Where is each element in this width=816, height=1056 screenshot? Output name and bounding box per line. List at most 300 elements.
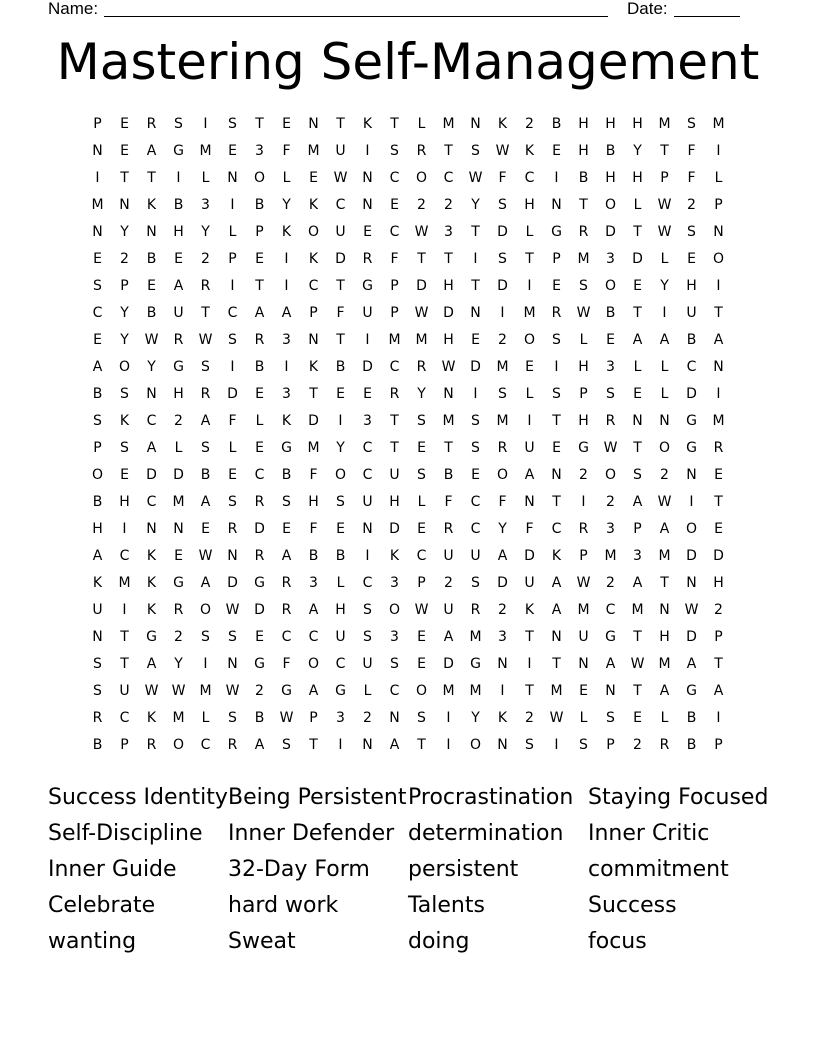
grid-letter[interactable]: 3 — [633, 548, 642, 564]
grid-letter[interactable]: M — [442, 116, 455, 132]
grid-letter[interactable]: U — [362, 656, 373, 672]
grid-letter[interactable]: E — [255, 629, 264, 645]
grid-letter[interactable]: I — [689, 494, 694, 510]
grid-letter[interactable]: N — [362, 170, 373, 186]
grid-letter[interactable]: E — [120, 116, 129, 132]
grid-letter[interactable]: D — [686, 548, 697, 564]
grid-letter[interactable]: O — [307, 224, 320, 240]
grid-letter[interactable]: T — [471, 224, 480, 240]
grid-letter[interactable]: M — [307, 143, 320, 159]
grid-letter[interactable]: O — [604, 278, 617, 294]
grid-letter[interactable]: Y — [120, 305, 129, 321]
grid-letter[interactable]: S — [336, 494, 345, 510]
grid-letter[interactable]: A — [281, 548, 292, 564]
grid-letter[interactable]: H — [578, 116, 589, 132]
grid-letter[interactable]: G — [578, 440, 589, 456]
grid-letter[interactable]: L — [660, 251, 669, 267]
grid-letter[interactable]: S — [471, 413, 480, 429]
grid-letter[interactable]: G — [551, 224, 562, 240]
grid-letter[interactable]: A — [713, 683, 724, 699]
grid-letter[interactable]: A — [146, 656, 157, 672]
grid-letter[interactable]: K — [524, 602, 535, 618]
grid-letter[interactable]: N — [659, 602, 670, 618]
grid-letter[interactable]: R — [416, 359, 427, 375]
grid-letter[interactable]: C — [524, 170, 535, 186]
grid-letter[interactable]: U — [443, 548, 454, 564]
grid-letter[interactable]: R — [578, 224, 589, 240]
grid-letter[interactable]: I — [95, 170, 100, 186]
grid-letter[interactable]: R — [713, 440, 724, 456]
grid-letter[interactable]: P — [93, 116, 102, 132]
grid-letter[interactable]: U — [578, 629, 589, 645]
grid-letter[interactable]: A — [524, 467, 535, 483]
grid-letter[interactable]: S — [417, 467, 426, 483]
grid-letter[interactable]: E — [687, 251, 696, 267]
grid-letter[interactable]: B — [146, 305, 157, 321]
grid-letter[interactable]: E — [120, 143, 129, 159]
grid-letter[interactable]: A — [713, 332, 724, 348]
grid-letter[interactable]: M — [388, 332, 401, 348]
grid-letter[interactable]: M — [496, 413, 509, 429]
grid-letter[interactable]: W — [225, 683, 240, 699]
grid-letter[interactable]: A — [605, 656, 616, 672]
grid-letter[interactable]: T — [390, 440, 399, 456]
grid-letter[interactable]: I — [230, 278, 235, 294]
grid-letter[interactable]: H — [173, 386, 184, 402]
grid-letter[interactable]: 2 — [444, 575, 453, 591]
grid-letter[interactable]: M — [307, 440, 320, 456]
grid-letter[interactable]: C — [281, 629, 292, 645]
grid-letter[interactable]: I — [284, 251, 289, 267]
grid-letter[interactable]: B — [254, 359, 265, 375]
grid-letter[interactable]: E — [255, 440, 264, 456]
grid-letter[interactable]: A — [659, 332, 670, 348]
grid-letter[interactable]: S — [93, 413, 102, 429]
grid-letter[interactable]: S — [633, 467, 642, 483]
grid-letter[interactable]: C — [389, 683, 400, 699]
grid-letter[interactable]: B — [92, 494, 103, 510]
grid-letter[interactable]: A — [200, 575, 211, 591]
grid-letter[interactable]: C — [308, 278, 319, 294]
grid-letter[interactable]: U — [524, 440, 535, 456]
grid-letter[interactable]: U — [686, 305, 697, 321]
grid-letter[interactable]: D — [443, 305, 454, 321]
grid-letter[interactable]: D — [335, 251, 346, 267]
grid-letter[interactable]: I — [446, 737, 451, 753]
grid-letter[interactable]: S — [228, 116, 237, 132]
grid-letter[interactable]: I — [716, 386, 721, 402]
grid-letter[interactable]: C — [389, 170, 400, 186]
grid-letter[interactable]: I — [230, 359, 235, 375]
grid-letter[interactable]: E — [201, 521, 210, 537]
grid-letter[interactable]: 3 — [606, 359, 615, 375]
grid-letter[interactable]: N — [713, 224, 724, 240]
grid-letter[interactable]: E — [228, 467, 237, 483]
grid-letter[interactable]: 3 — [606, 251, 615, 267]
grid-letter[interactable]: C — [443, 170, 454, 186]
grid-letter[interactable]: B — [686, 710, 697, 726]
grid-letter[interactable]: 2 — [444, 197, 453, 213]
grid-letter[interactable]: H — [173, 224, 184, 240]
grid-letter[interactable]: S — [498, 197, 507, 213]
grid-letter[interactable]: R — [200, 278, 211, 294]
grid-letter[interactable]: I — [365, 548, 370, 564]
grid-letter[interactable]: E — [336, 386, 345, 402]
grid-letter[interactable]: E — [255, 386, 264, 402]
grid-letter[interactable]: M — [658, 656, 671, 672]
grid-letter[interactable]: E — [363, 386, 372, 402]
grid-letter[interactable]: H — [389, 494, 400, 510]
grid-letter[interactable]: Y — [120, 332, 129, 348]
grid-letter[interactable]: L — [660, 359, 669, 375]
grid-letter[interactable]: N — [227, 170, 238, 186]
grid-letter[interactable]: R — [92, 710, 103, 726]
grid-letter[interactable]: I — [500, 305, 505, 321]
grid-letter[interactable]: E — [309, 170, 318, 186]
grid-letter[interactable]: O — [388, 602, 401, 618]
grid-letter[interactable]: H — [605, 170, 616, 186]
grid-letter[interactable]: T — [525, 251, 534, 267]
grid-letter[interactable]: P — [714, 197, 723, 213]
grid-letter[interactable]: I — [554, 359, 559, 375]
grid-letter[interactable]: L — [417, 494, 426, 510]
grid-letter[interactable]: B — [443, 467, 454, 483]
date-blank[interactable] — [674, 16, 740, 17]
grid-letter[interactable]: G — [686, 440, 697, 456]
grid-letter[interactable]: N — [92, 629, 103, 645]
grid-letter[interactable]: W — [414, 224, 429, 240]
grid-letter[interactable]: Y — [336, 440, 345, 456]
grid-letter[interactable]: R — [227, 521, 238, 537]
grid-letter[interactable]: K — [146, 710, 157, 726]
grid-letter[interactable]: D — [146, 467, 157, 483]
grid-letter[interactable]: F — [282, 143, 291, 159]
grid-letter[interactable]: E — [714, 521, 723, 537]
grid-letter[interactable]: B — [686, 737, 697, 753]
grid-letter[interactable]: E — [417, 440, 426, 456]
grid-letter[interactable]: H — [686, 278, 697, 294]
grid-letter[interactable]: F — [687, 143, 696, 159]
grid-letter[interactable]: G — [686, 683, 697, 699]
grid-letter[interactable]: L — [255, 413, 264, 429]
grid-letter[interactable]: E — [228, 143, 237, 159]
grid-letter[interactable]: M — [658, 548, 671, 564]
grid-letter[interactable]: H — [659, 629, 670, 645]
grid-letter[interactable]: T — [552, 413, 561, 429]
grid-letter[interactable]: L — [417, 116, 426, 132]
grid-letter[interactable]: B — [173, 197, 184, 213]
grid-letter[interactable]: N — [119, 197, 130, 213]
grid-letter[interactable]: B — [686, 332, 697, 348]
grid-letter[interactable]: 2 — [633, 737, 642, 753]
grid-letter[interactable]: I — [554, 737, 559, 753]
grid-letter[interactable]: P — [120, 737, 129, 753]
grid-letter[interactable]: T — [471, 278, 480, 294]
grid-letter[interactable]: P — [120, 278, 129, 294]
grid-letter[interactable]: T — [147, 170, 156, 186]
grid-letter[interactable]: O — [307, 656, 320, 672]
grid-letter[interactable]: B — [92, 386, 103, 402]
grid-letter[interactable]: N — [605, 683, 616, 699]
grid-letter[interactable]: N — [146, 386, 157, 402]
grid-letter[interactable]: R — [470, 602, 481, 618]
grid-letter[interactable]: 2 — [255, 683, 264, 699]
grid-letter[interactable]: N — [389, 710, 400, 726]
grid-letter[interactable]: E — [552, 143, 561, 159]
grid-letter[interactable]: C — [146, 413, 157, 429]
grid-letter[interactable]: D — [470, 359, 481, 375]
grid-letter[interactable]: Y — [471, 710, 480, 726]
grid-letter[interactable]: Y — [498, 521, 507, 537]
grid-letter[interactable]: S — [363, 629, 372, 645]
grid-letter[interactable]: I — [338, 413, 343, 429]
grid-letter[interactable]: 2 — [174, 629, 183, 645]
grid-letter[interactable]: H — [443, 332, 454, 348]
grid-letter[interactable]: T — [120, 656, 129, 672]
grid-letter[interactable]: I — [581, 494, 586, 510]
grid-letter[interactable]: I — [527, 413, 532, 429]
grid-letter[interactable]: T — [417, 737, 426, 753]
grid-letter[interactable]: A — [281, 305, 292, 321]
grid-letter[interactable]: 2 — [417, 197, 426, 213]
grid-letter[interactable]: A — [551, 575, 562, 591]
grid-letter[interactable]: Y — [174, 656, 183, 672]
grid-letter[interactable]: L — [633, 197, 642, 213]
grid-letter[interactable]: I — [176, 170, 181, 186]
grid-letter[interactable]: N — [686, 575, 697, 591]
grid-letter[interactable]: 2 — [606, 494, 615, 510]
grid-letter[interactable]: I — [122, 602, 127, 618]
grid-letter[interactable]: 2 — [201, 251, 210, 267]
grid-letter[interactable]: K — [146, 548, 157, 564]
grid-letter[interactable]: A — [686, 656, 697, 672]
grid-letter[interactable]: N — [227, 656, 238, 672]
grid-letter[interactable]: 2 — [525, 710, 534, 726]
grid-letter[interactable]: M — [415, 332, 428, 348]
grid-letter[interactable]: I — [527, 656, 532, 672]
grid-letter[interactable]: R — [200, 386, 211, 402]
grid-letter[interactable]: K — [308, 251, 319, 267]
grid-letter[interactable]: R — [254, 494, 265, 510]
grid-letter[interactable]: R — [146, 737, 157, 753]
grid-letter[interactable]: 3 — [201, 197, 210, 213]
grid-letter[interactable]: W — [657, 494, 672, 510]
grid-letter[interactable]: C — [389, 224, 400, 240]
grid-letter[interactable]: S — [687, 224, 696, 240]
grid-letter[interactable]: M — [577, 251, 590, 267]
grid-letter[interactable]: T — [120, 629, 129, 645]
grid-letter[interactable]: S — [201, 440, 210, 456]
grid-letter[interactable]: L — [579, 332, 588, 348]
grid-letter[interactable]: P — [390, 305, 399, 321]
grid-letter[interactable]: H — [632, 116, 643, 132]
grid-letter[interactable]: E — [93, 332, 102, 348]
grid-letter[interactable]: L — [579, 710, 588, 726]
grid-letter[interactable]: B — [605, 143, 616, 159]
grid-letter[interactable]: A — [146, 143, 157, 159]
grid-letter[interactable]: M — [118, 575, 131, 591]
grid-letter[interactable]: T — [660, 143, 669, 159]
grid-letter[interactable]: D — [362, 359, 373, 375]
grid-letter[interactable]: K — [308, 197, 319, 213]
grid-letter[interactable]: S — [579, 278, 588, 294]
grid-letter[interactable]: T — [120, 170, 129, 186]
grid-letter[interactable]: D — [416, 278, 427, 294]
grid-letter[interactable]: T — [309, 737, 318, 753]
grid-letter[interactable]: E — [282, 521, 291, 537]
grid-letter[interactable]: U — [335, 629, 346, 645]
grid-letter[interactable]: P — [309, 710, 318, 726]
grid-letter[interactable]: K — [119, 413, 130, 429]
grid-letter[interactable]: D — [524, 548, 535, 564]
grid-letter[interactable]: I — [500, 683, 505, 699]
grid-letter[interactable]: C — [389, 359, 400, 375]
grid-letter[interactable]: I — [473, 251, 478, 267]
grid-letter[interactable]: W — [144, 332, 159, 348]
grid-letter[interactable]: R — [254, 332, 265, 348]
grid-letter[interactable]: A — [254, 737, 265, 753]
grid-letter[interactable]: E — [525, 359, 534, 375]
grid-letter[interactable]: I — [203, 656, 208, 672]
grid-letter[interactable]: R — [551, 305, 562, 321]
grid-letter[interactable]: I — [230, 197, 235, 213]
grid-letter[interactable]: E — [471, 332, 480, 348]
grid-letter[interactable]: E — [174, 548, 183, 564]
grid-letter[interactable]: B — [281, 467, 292, 483]
grid-letter[interactable]: I — [716, 143, 721, 159]
grid-letter[interactable]: K — [281, 224, 292, 240]
grid-letter[interactable]: Y — [282, 197, 291, 213]
grid-letter[interactable]: 3 — [498, 629, 507, 645]
grid-letter[interactable]: 3 — [282, 332, 291, 348]
grid-letter[interactable]: N — [524, 494, 535, 510]
grid-letter[interactable]: W — [576, 305, 591, 321]
grid-letter[interactable]: O — [172, 737, 185, 753]
grid-letter[interactable]: C — [146, 494, 157, 510]
grid-letter[interactable]: A — [632, 494, 643, 510]
grid-letter[interactable]: R — [416, 143, 427, 159]
name-blank[interactable] — [104, 16, 608, 17]
grid-letter[interactable]: I — [716, 710, 721, 726]
grid-letter[interactable]: T — [309, 386, 318, 402]
grid-letter[interactable]: T — [444, 251, 453, 267]
grid-letter[interactable]: G — [254, 656, 265, 672]
grid-letter[interactable]: T — [633, 629, 642, 645]
grid-letter[interactable]: A — [173, 278, 184, 294]
grid-letter[interactable]: S — [579, 737, 588, 753]
grid-letter[interactable]: A — [632, 332, 643, 348]
grid-letter[interactable]: P — [93, 440, 102, 456]
grid-letter[interactable]: T — [201, 305, 210, 321]
grid-letter[interactable]: K — [92, 575, 103, 591]
grid-letter[interactable]: L — [633, 359, 642, 375]
grid-letter[interactable]: W — [333, 170, 348, 186]
grid-letter[interactable]: P — [714, 737, 723, 753]
grid-letter[interactable]: 2 — [363, 710, 372, 726]
grid-letter[interactable]: L — [525, 386, 534, 402]
grid-letter[interactable]: C — [416, 548, 427, 564]
grid-letter[interactable]: N — [146, 521, 157, 537]
grid-letter[interactable]: S — [552, 332, 561, 348]
grid-letter[interactable]: R — [605, 413, 616, 429]
grid-letter[interactable]: O — [604, 467, 617, 483]
grid-letter[interactable]: L — [714, 170, 723, 186]
grid-letter[interactable]: R — [443, 521, 454, 537]
grid-letter[interactable]: P — [309, 305, 318, 321]
grid-letter[interactable]: H — [335, 602, 346, 618]
grid-letter[interactable]: H — [308, 494, 319, 510]
grid-letter[interactable]: P — [579, 386, 588, 402]
grid-letter[interactable]: E — [471, 467, 480, 483]
grid-letter[interactable]: U — [335, 224, 346, 240]
grid-letter[interactable]: W — [549, 710, 564, 726]
grid-letter[interactable]: A — [308, 602, 319, 618]
grid-letter[interactable]: S — [363, 602, 372, 618]
grid-letter[interactable]: S — [498, 386, 507, 402]
grid-letter[interactable]: C — [470, 521, 481, 537]
grid-letter[interactable]: T — [525, 683, 534, 699]
grid-letter[interactable]: 2 — [498, 332, 507, 348]
grid-letter[interactable]: R — [659, 737, 670, 753]
grid-letter[interactable]: K — [551, 548, 562, 564]
grid-letter[interactable]: F — [336, 305, 345, 321]
grid-letter[interactable]: G — [605, 629, 616, 645]
grid-letter[interactable]: S — [552, 386, 561, 402]
grid-letter[interactable]: N — [551, 629, 562, 645]
grid-letter[interactable]: N — [551, 467, 562, 483]
grid-letter[interactable]: B — [335, 548, 346, 564]
grid-letter[interactable]: F — [309, 521, 318, 537]
grid-letter[interactable]: Y — [660, 278, 669, 294]
grid-letter[interactable]: I — [365, 332, 370, 348]
grid-letter[interactable]: F — [390, 251, 399, 267]
grid-letter[interactable]: C — [308, 629, 319, 645]
grid-letter[interactable]: M — [550, 683, 563, 699]
grid-letter[interactable]: T — [336, 278, 345, 294]
grid-letter[interactable]: S — [228, 629, 237, 645]
grid-letter[interactable]: N — [551, 197, 562, 213]
grid-letter[interactable]: I — [554, 170, 559, 186]
grid-letter[interactable]: G — [335, 683, 346, 699]
grid-letter[interactable]: S — [471, 143, 480, 159]
grid-letter[interactable]: T — [444, 440, 453, 456]
grid-letter[interactable]: D — [254, 602, 265, 618]
grid-letter[interactable]: G — [173, 359, 184, 375]
grid-letter[interactable]: A — [146, 440, 157, 456]
grid-letter[interactable]: 3 — [606, 521, 615, 537]
grid-letter[interactable]: N — [470, 116, 481, 132]
grid-letter[interactable]: P — [714, 629, 723, 645]
grid-letter[interactable]: B — [254, 197, 265, 213]
grid-letter[interactable]: F — [498, 170, 507, 186]
grid-letter[interactable]: L — [363, 683, 372, 699]
grid-letter[interactable]: O — [496, 467, 509, 483]
grid-letter[interactable]: P — [552, 251, 561, 267]
grid-letter[interactable]: G — [173, 143, 184, 159]
grid-letter[interactable]: C — [335, 656, 346, 672]
grid-letter[interactable]: W — [576, 575, 591, 591]
grid-letter[interactable]: D — [632, 251, 643, 267]
grid-letter[interactable]: C — [119, 548, 130, 564]
grid-letter[interactable]: A — [92, 548, 103, 564]
grid-letter[interactable]: O — [91, 467, 104, 483]
grid-letter[interactable]: S — [417, 413, 426, 429]
grid-letter[interactable]: U — [335, 143, 346, 159]
grid-letter[interactable]: T — [552, 494, 561, 510]
grid-letter[interactable]: E — [363, 224, 372, 240]
grid-letter[interactable]: D — [227, 575, 238, 591]
grid-letter[interactable]: O — [604, 197, 617, 213]
